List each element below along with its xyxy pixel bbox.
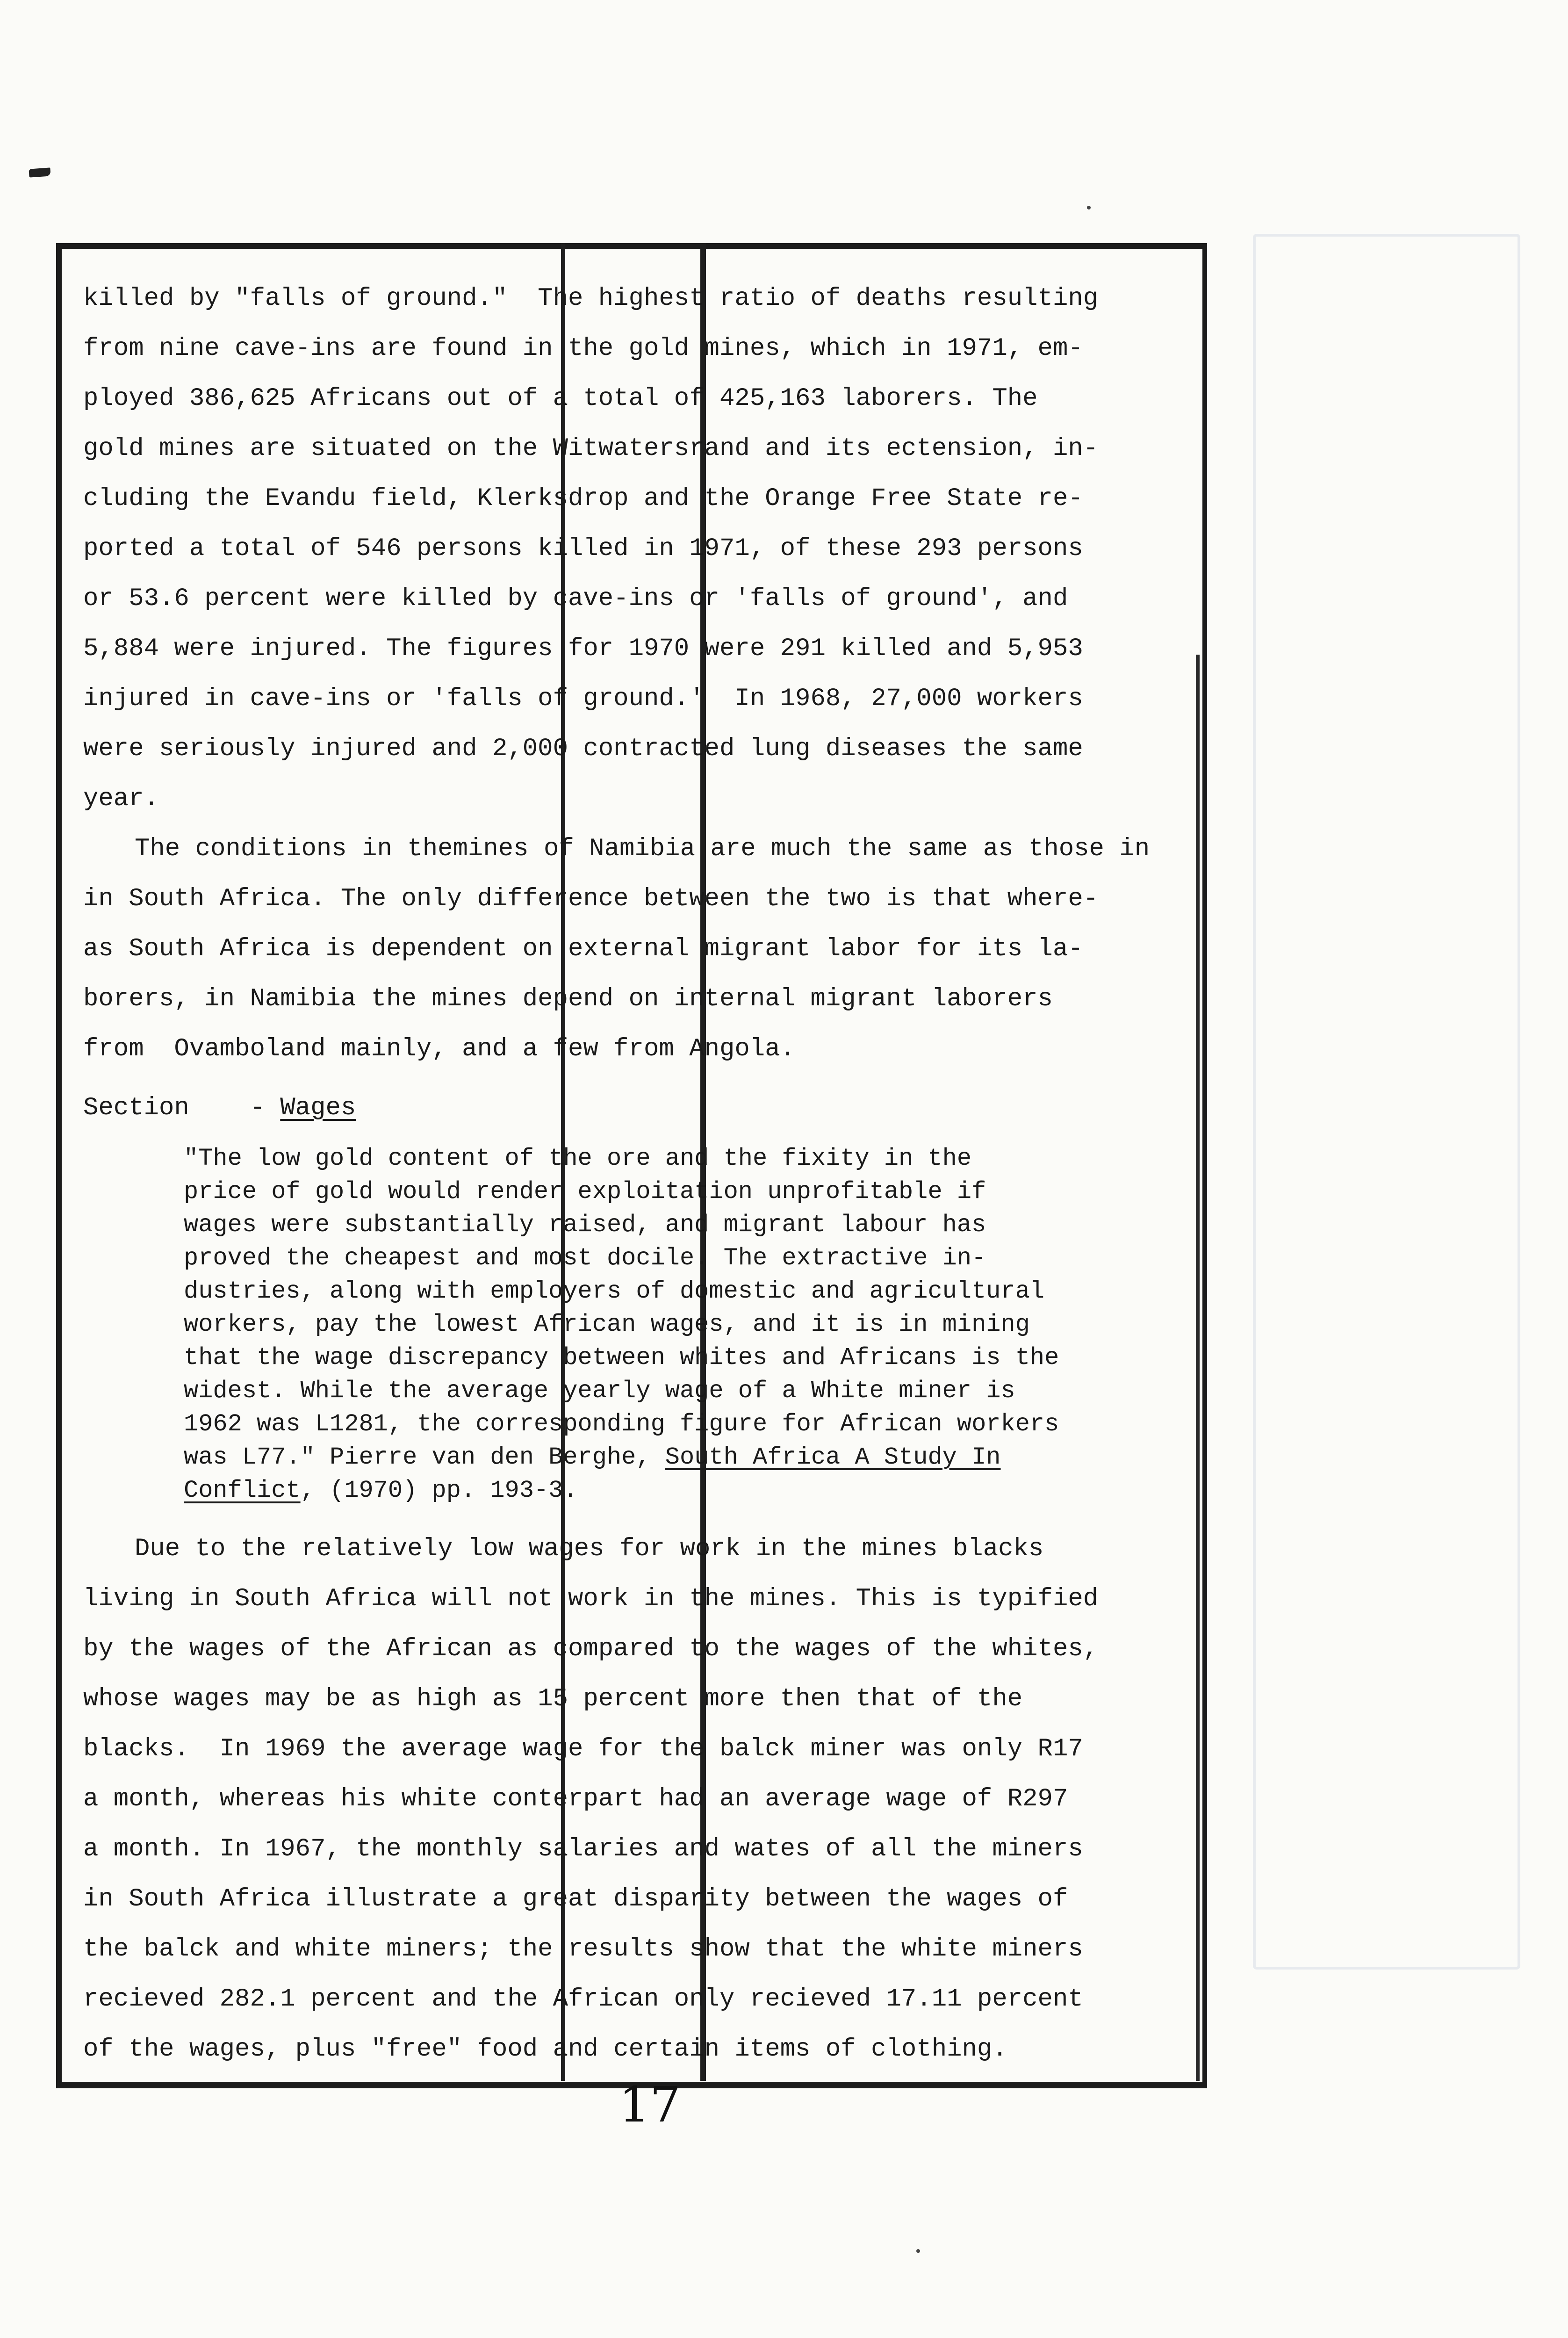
text-line: gold mines are situated on the Witwatersrand and its ectension, in- (83, 434, 1099, 463)
text-line: recieved 282.1 percent and the African only recieved 17.11 percent (83, 1985, 1083, 2013)
citation-prefix: was L77." Pierre van den Berghe, (184, 1443, 665, 1471)
quote-line: proved the cheapest and most docile. The extractive in- (184, 1244, 986, 1272)
citation-title: South Africa A Study In (665, 1443, 1001, 1471)
text-line: living in South Africa will not work in the mines. This is typified (83, 1585, 1099, 1613)
ink-mark (29, 167, 50, 177)
quote-citation-line (184, 1441, 1252, 1474)
text-line: or 53.6 percent were killed by cave-ins or 'falls of ground', and (83, 584, 1068, 613)
section-title: Wages (280, 1094, 356, 1122)
text-line: injured in cave-ins or 'falls of ground.' In 1968, 27,000 workers (83, 685, 1083, 713)
quote-line: "The low gold content of the ore and the fixity in the (184, 1145, 972, 1172)
quote-line: price of gold would render exploitation unprofitable if (184, 1178, 986, 1205)
text-line: from Ovamboland mainly, and a few from Angola. (83, 1035, 796, 1063)
quote-citation-line (184, 1474, 1252, 1507)
text-line: whose wages may be as high as 15 percent more then that of the (83, 1685, 1023, 1713)
paragraph-namibia (83, 824, 1252, 1074)
paragraph-wages (83, 1524, 1252, 2074)
dust-speck (916, 2249, 920, 2253)
text-line: ported a total of 546 persons killed in 1971, of these 293 persons (83, 534, 1083, 563)
quote-line: 1962 was L1281, the corresponding figure for African workers (184, 1410, 1059, 1438)
page-body (83, 274, 1252, 2074)
citation-title: Conflict (184, 1477, 301, 1504)
text-line: in South Africa illustrate a great disparity between the wages of (83, 1885, 1068, 1913)
text-line: from nine cave-ins are found in the gold mines, which in 1971, em- (83, 334, 1083, 363)
text-line: blacks. In 1969 the average wage for the balck miner was only R17 (83, 1735, 1083, 1763)
quote-line: that the wage discrepancy between whites and Africans is the (184, 1344, 1059, 1371)
text-line: The conditions in themines of Namibia are much the same as those in (135, 835, 1150, 863)
quote-line: dustries, along with employers of domestic and agricultural (184, 1277, 1045, 1305)
text-line: the balck and white miners; the results show that the white miners (83, 1935, 1083, 1963)
section-dash: - (250, 1094, 281, 1122)
text-line: cluding the Evandu field, Klerksdrop and the Orange Free State re- (83, 484, 1083, 513)
text-line: a month. In 1967, the monthly salaries and wates of all the miners (83, 1835, 1083, 1863)
paragraph-falls-of-ground (83, 274, 1252, 824)
text-line: borers, in Namibia the mines depend on internal migrant laborers (83, 985, 1053, 1013)
text-line: Due to the relatively low wages for work in the mines blacks (135, 1535, 1044, 1563)
text-line: ployed 386,625 Africans out of a total of 425,163 laborers. The (83, 384, 1038, 413)
text-line: 5,884 were injured. The figures for 1970 were 291 killed and 5,953 (83, 635, 1083, 663)
block-quote (184, 1142, 1252, 1507)
text-line: a month, whereas his white conterpart had an average wage of R297 (83, 1785, 1068, 1813)
text-line: killed by "falls of ground." The highest ratio of deaths resulting (83, 284, 1099, 313)
text-line: by the wages of the African as compared to the wages of the whites, (83, 1635, 1099, 1663)
section-heading (83, 1074, 1252, 1142)
citation-suffix: , (1970) pp. 193-3. (300, 1477, 578, 1504)
page-number: 17 (619, 2076, 681, 2133)
text-line: year. (83, 785, 159, 813)
text-line: were seriously injured and 2,000 contracted lung diseases the same (83, 735, 1083, 763)
dust-speck (1087, 206, 1091, 209)
quote-line: wages were substantially raised, and migrant labour has (184, 1211, 986, 1239)
section-label: Section (83, 1094, 189, 1122)
quote-line: widest. While the average yearly wage of a White miner is (184, 1377, 1015, 1405)
text-line: in South Africa. The only difference between the two is that where- (83, 885, 1099, 913)
text-line: as South Africa is dependent on external migrant labor for its la- (83, 935, 1083, 963)
bleed-through-shadow (1253, 234, 1520, 1970)
quote-line: workers, pay the lowest African wages, and it is in mining (184, 1311, 1030, 1338)
text-line: of the wages, plus "free" food and certain items of clothing. (83, 2035, 1007, 2064)
